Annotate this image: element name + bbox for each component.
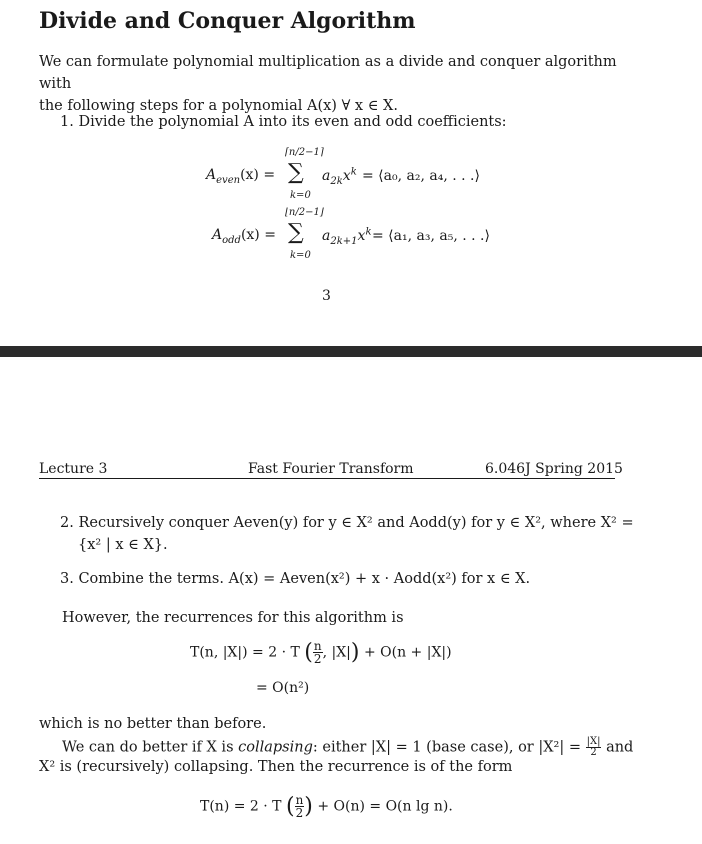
recurrence-frac-den: 2 <box>313 652 322 666</box>
recurrence-rhs: + O(n + |X|) <box>363 644 452 661</box>
even-upper-limit: ⌈n/2−1⌉ <box>285 147 324 158</box>
header-topic: Fast Fourier Transform <box>248 461 414 477</box>
recurrence-open-paren: ( <box>304 640 313 665</box>
odd-rhs: = ⟨a₁, a₃, a₅, . . .⟩ <box>372 228 490 244</box>
recurrence-inner: , |X| <box>322 644 351 661</box>
recurrence-frac-num: n <box>313 639 322 653</box>
even-lhs <box>206 167 276 186</box>
step-1: 1. Divide the polynomial A into its even and odd coefficients: <box>60 114 507 130</box>
page-divider <box>0 346 702 357</box>
collapsing-fraction <box>586 737 602 758</box>
recurrence-line-2: = O(n²) <box>256 680 310 696</box>
final-frac-den: 2 <box>295 806 304 820</box>
odd-lhs-arg: (x) = <box>240 227 276 243</box>
even-sigma: ∑ <box>288 160 304 185</box>
odd-term-sub: 2k+1 <box>330 235 358 247</box>
even-term-a: a <box>322 168 331 184</box>
intro-line-2: the following steps for a polynomial A(x) ∀ x ∈ X. <box>39 98 398 114</box>
odd-term-a: a <box>322 228 331 244</box>
odd-lhs <box>212 227 276 246</box>
collapsing-text-b: : either |X| = 1 (base case), or |X²| = <box>312 739 581 756</box>
collapsing-line-2: X² is (recursively) collapsing. Then the recurrence is of the form <box>39 759 513 775</box>
step-3: 3. Combine the terms. A(x) = Aeven(x²) + x · Aodd(x²) for x ∈ X. <box>60 571 531 587</box>
odd-upper-limit: ⌊n/2−1⌋ <box>285 207 324 218</box>
final-rhs: + O(n) = O(n lg n). <box>317 798 453 815</box>
final-fraction <box>295 794 305 819</box>
odd-lhs-symbol: A <box>212 227 223 243</box>
even-term-sup: k <box>350 166 357 178</box>
recurrence-close-paren: ) <box>350 640 360 665</box>
odd-lhs-sub: odd <box>222 234 241 246</box>
page-top <box>0 0 702 346</box>
recurrence-line-1 <box>190 640 452 665</box>
final-lhs: T(n) = 2 · T <box>200 798 282 815</box>
collapsing-text-c: and <box>606 739 634 756</box>
intro-line-1: We can formulate polynomial multiplication as a divide and conquer algorithm with <box>39 54 617 92</box>
even-lower-limit: k=0 <box>290 190 311 201</box>
recurrence-fraction <box>313 640 323 665</box>
however-text: However, the recurrences for this algorithm is <box>62 610 404 626</box>
final-close-paren: ) <box>304 794 313 819</box>
odd-lower-limit: k=0 <box>290 250 311 261</box>
odd-term-sup: k <box>365 226 372 238</box>
collapsing-text-a: We can do better if X is <box>62 739 239 756</box>
collapsing-frac-num: |X| <box>586 736 601 747</box>
even-rhs: = ⟨a₀, a₂, a₄, . . .⟩ <box>362 168 480 184</box>
header-rule <box>39 478 615 479</box>
section-title: Divide and Conquer Algorithm <box>39 8 416 34</box>
collapsing-word: collapsing <box>238 739 313 756</box>
step-2-line-2: {x² | x ∈ X}. <box>78 537 168 553</box>
even-term <box>322 166 357 187</box>
final-open-paren: ( <box>285 794 295 819</box>
odd-term-x: x <box>357 228 366 244</box>
header-course: 6.046J Spring 2015 <box>485 461 623 477</box>
even-term-x: x <box>342 168 351 184</box>
odd-sigma: ∑ <box>288 220 304 245</box>
even-term-sub: 2k <box>330 175 343 187</box>
final-frac-num: n <box>295 793 304 807</box>
step-2-line-1: 2. Recursively conquer Aeven(y) for y ∈ X² and Aodd(y) for y ∈ X², where X² = <box>60 515 634 531</box>
odd-term <box>322 226 372 247</box>
header-lecture: Lecture 3 <box>39 461 108 477</box>
collapsing-line-1 <box>62 737 633 758</box>
even-lhs-symbol: A <box>206 167 217 183</box>
even-lhs-sub: even <box>216 174 241 186</box>
final-recurrence <box>200 794 453 819</box>
even-lhs-arg: (x) = <box>240 167 276 183</box>
no-better-text: which is no better than before. <box>39 716 267 732</box>
recurrence-lhs: T(n, |X|) = 2 · T <box>190 644 300 661</box>
collapsing-frac-den: 2 <box>590 747 597 758</box>
page-number: 3 <box>322 288 331 304</box>
intro-paragraph <box>39 51 619 117</box>
